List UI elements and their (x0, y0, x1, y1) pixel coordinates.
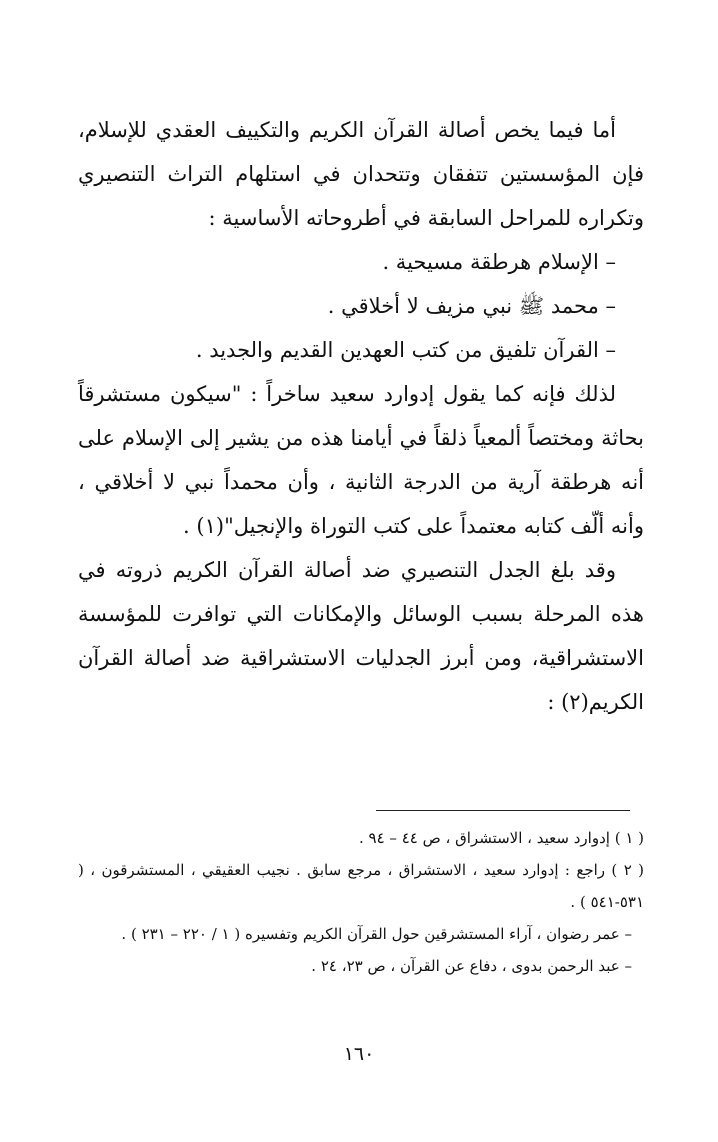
page-number: ١٦٠ (343, 1043, 375, 1065)
paragraph-1: أما فيما يخص أصالة القرآن الكريم والتكييف العقدي للإسلام، فإن المؤسستين تتفقان وتتحدان في استلهام التراث التنصيري وتكراره للمراحل السابقة في أطروحاته الأساسية : (78, 118, 644, 230)
footnote: – عمر رضوان ، آراء المستشرقين حول القرآن الكريم وتفسيره ( ١ / ٢٢٠ – ٢٣١ ) . (121, 925, 632, 943)
paragraph-2: لذلك فإنه كما يقول إدوارد سعيد ساخراً : "سيكون مستشرقاً بحاثة ومختصاً ألمعياً ذلقاً في أيامنا هذه من يشير إلى الإسلام على أنه هرطقة آرية من الدرجة الثانية ، وأن محمداً نبي لا أخلاقي ، وأنه ألّف كتابه معتمداً على كتب التوراة والإنجيل"(١) . (78, 382, 644, 538)
list-item: – محمد ﷺ نبي مزيف لا أخلاقي . (327, 294, 616, 318)
paragraph-3: وقد بلغ الجدل التنصيري ضد أصالة القرآن الكريم ذروته في هذه المرحلة بسبب الوسائل والإمكانات التي توافرت للمؤسسة الاستشراقية، ومن أبرز الجدليات الاستشراقية ضد أصالة القرآن الكريم(٢) : (78, 558, 644, 714)
list-item: – الإسلام هرطقة مسيحية . (382, 250, 616, 274)
main-text (78, 108, 644, 724)
footnotes (78, 822, 644, 982)
list-item: – القرآن تلفيق من كتب العهدين القديم والجديد . (195, 338, 616, 362)
footnote-separator (376, 810, 630, 811)
footnote: ( ١ ) إدوارد سعيد ، الاستشراق ، ص ٤٤ – ٩٤ . (358, 829, 644, 847)
footnote: ( ٢ ) راجع : إدوارد سعيد ، الاستشراق ، مرجع سابق . نجيب العقيقي ، المستشرقون ، ( ٥٣١-٥٤١ ) . (78, 861, 645, 911)
footnote: – عبد الرحمن بدوى ، دفاع عن القرآن ، ص ٢٣، ٢٤ . (311, 957, 632, 975)
